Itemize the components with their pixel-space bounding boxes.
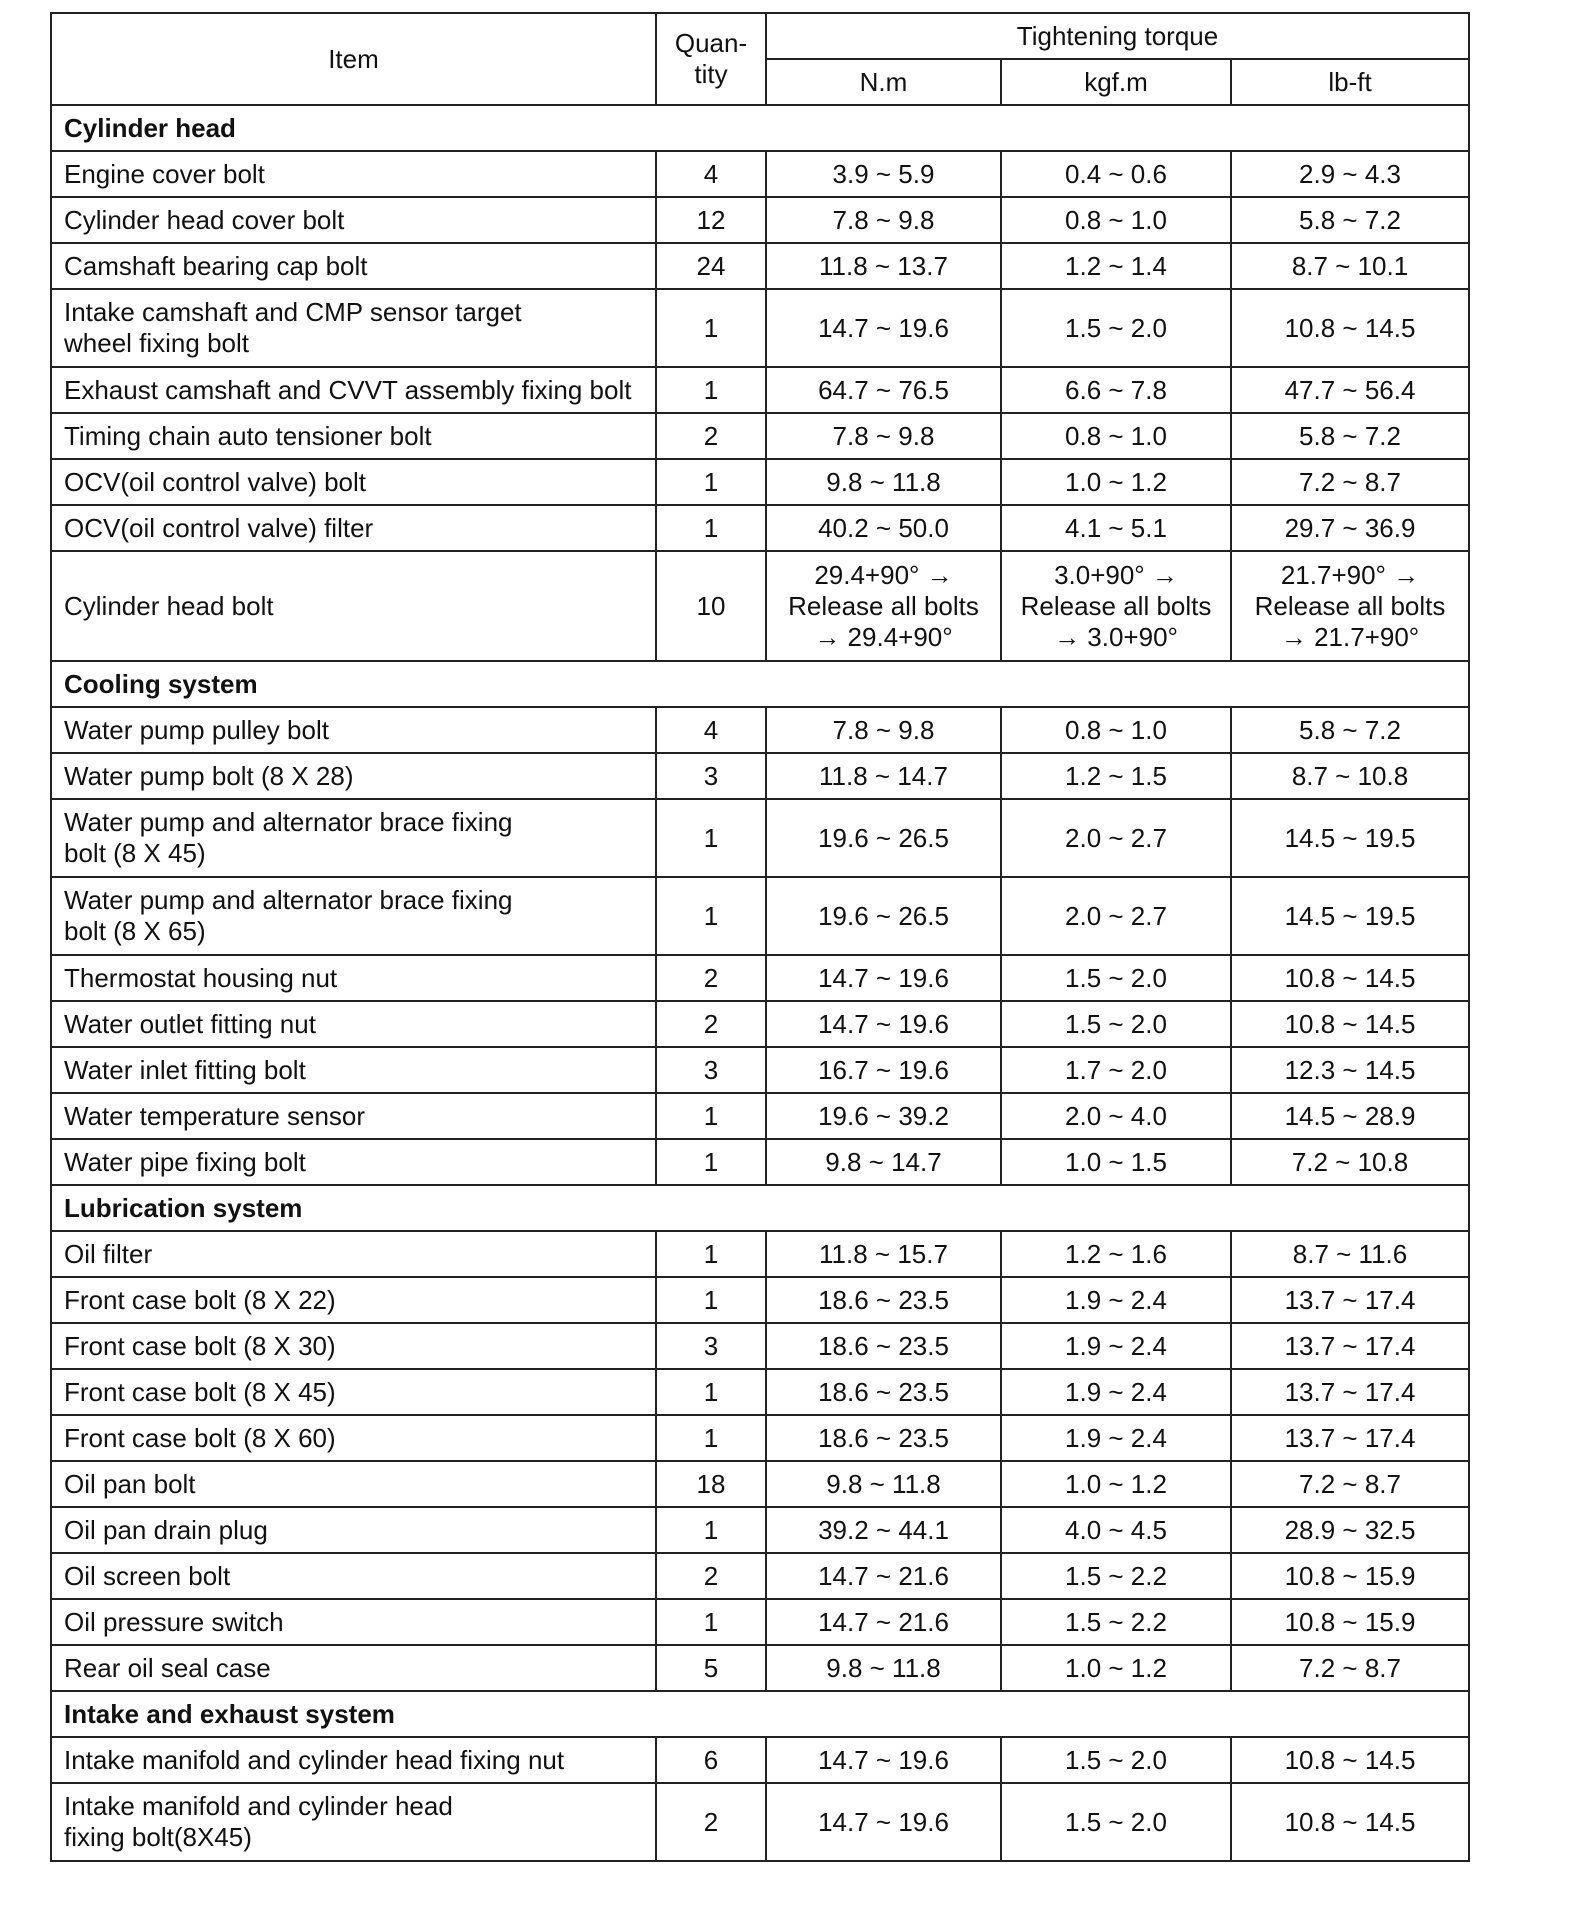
torque-spec-table bbox=[50, 12, 1470, 1862]
torque-kgfm-cell: 0.8 ~ 1.0 bbox=[1001, 197, 1231, 243]
table-row bbox=[51, 1645, 1469, 1691]
torque-lbft-cell: 5.8 ~ 7.2 bbox=[1231, 413, 1469, 459]
item-cell: Oil pan drain plug bbox=[51, 1507, 656, 1553]
torque-kgfm-cell-line: 3.0+90° → bbox=[1054, 559, 1178, 590]
quantity-cell: 2 bbox=[656, 413, 766, 459]
item-cell: Intake manifold and cylinder head fixing nut bbox=[51, 1737, 656, 1783]
section-header-row bbox=[51, 1691, 1469, 1737]
torque-kgfm-cell: 0.4 ~ 0.6 bbox=[1001, 151, 1231, 197]
quantity-cell: 1 bbox=[656, 799, 766, 877]
torque-lbft-cell-line: 21.7+90° → bbox=[1280, 559, 1420, 590]
torque-lbft-cell: 10.8 ~ 14.5 bbox=[1231, 955, 1469, 1001]
table-row bbox=[51, 243, 1469, 289]
torque-lbft-cell-line: → 21.7+90° bbox=[1280, 621, 1420, 652]
table-row bbox=[51, 459, 1469, 505]
table-row bbox=[51, 1737, 1469, 1783]
torque-lbft-cell: 7.2 ~ 10.8 bbox=[1231, 1139, 1469, 1185]
item-cell: Front case bolt (8 X 45) bbox=[51, 1369, 656, 1415]
torque-kgfm-cell: 1.0 ~ 1.5 bbox=[1001, 1139, 1231, 1185]
torque-kgfm-cell: 1.9 ~ 2.4 bbox=[1001, 1369, 1231, 1415]
tightening-torque-header: Tightening torque bbox=[766, 13, 1469, 59]
torque-lbft-cell: 8.7 ~ 10.8 bbox=[1231, 753, 1469, 799]
table-row bbox=[51, 1507, 1469, 1553]
quantity-cell: 1 bbox=[656, 1507, 766, 1553]
table-row bbox=[51, 367, 1469, 413]
torque-nm-cell: 40.2 ~ 50.0 bbox=[766, 505, 1001, 551]
torque-lbft-cell: 29.7 ~ 36.9 bbox=[1231, 505, 1469, 551]
torque-lbft-cell: 12.3 ~ 14.5 bbox=[1231, 1047, 1469, 1093]
table-row bbox=[51, 1323, 1469, 1369]
torque-kgfm-cell: 2.0 ~ 2.7 bbox=[1001, 799, 1231, 877]
item-cell bbox=[51, 289, 656, 367]
torque-nm-cell: 14.7 ~ 19.6 bbox=[766, 1783, 1001, 1861]
item-cell: OCV(oil control valve) filter bbox=[51, 505, 656, 551]
torque-nm-cell: 9.8 ~ 11.8 bbox=[766, 1645, 1001, 1691]
torque-kgfm-cell: 2.0 ~ 4.0 bbox=[1001, 1093, 1231, 1139]
quantity-cell: 5 bbox=[656, 1645, 766, 1691]
item-text-line: Water pump and alternator brace fixing bbox=[64, 885, 513, 915]
torque-lbft-cell: 28.9 ~ 32.5 bbox=[1231, 1507, 1469, 1553]
torque-nm-cell: 9.8 ~ 14.7 bbox=[766, 1139, 1001, 1185]
table-row bbox=[51, 1461, 1469, 1507]
torque-lbft-cell: 8.7 ~ 10.1 bbox=[1231, 243, 1469, 289]
item-cell: Cylinder head bolt bbox=[51, 551, 656, 661]
torque-nm-cell: 9.8 ~ 11.8 bbox=[766, 1461, 1001, 1507]
table-row bbox=[51, 1553, 1469, 1599]
item-cell: Oil filter bbox=[51, 1231, 656, 1277]
torque-lbft-cell: 5.8 ~ 7.2 bbox=[1231, 707, 1469, 753]
torque-lbft-cell: 14.5 ~ 19.5 bbox=[1231, 877, 1469, 955]
torque-kgfm-cell-line: Release all bolts bbox=[1020, 590, 1212, 621]
unit-header-lbft: lb-ft bbox=[1231, 59, 1469, 105]
quantity-cell: 4 bbox=[656, 151, 766, 197]
quantity-cell: 1 bbox=[656, 367, 766, 413]
table-row bbox=[51, 151, 1469, 197]
torque-lbft-cell: 10.8 ~ 14.5 bbox=[1231, 1001, 1469, 1047]
item-cell: Water temperature sensor bbox=[51, 1093, 656, 1139]
torque-lbft-cell: 10.8 ~ 14.5 bbox=[1231, 1783, 1469, 1861]
torque-lbft-cell: 7.2 ~ 8.7 bbox=[1231, 1461, 1469, 1507]
table-row bbox=[51, 1415, 1469, 1461]
table-header bbox=[51, 13, 1469, 105]
torque-kgfm-cell: 1.9 ~ 2.4 bbox=[1001, 1415, 1231, 1461]
table-row bbox=[51, 1139, 1469, 1185]
torque-kgfm-cell: 1.5 ~ 2.2 bbox=[1001, 1599, 1231, 1645]
torque-kgfm-cell: 4.1 ~ 5.1 bbox=[1001, 505, 1231, 551]
table-row bbox=[51, 1047, 1469, 1093]
quantity-cell: 1 bbox=[656, 1369, 766, 1415]
torque-kgfm-cell: 1.7 ~ 2.0 bbox=[1001, 1047, 1231, 1093]
quantity-cell: 1 bbox=[656, 877, 766, 955]
torque-nm-cell: 9.8 ~ 11.8 bbox=[766, 459, 1001, 505]
item-cell: Water pipe fixing bolt bbox=[51, 1139, 656, 1185]
item-text-line: Water pump and alternator brace fixing bbox=[64, 807, 513, 837]
item-text-line: Intake manifold and cylinder head bbox=[64, 1791, 453, 1821]
torque-kgfm-cell: 6.6 ~ 7.8 bbox=[1001, 367, 1231, 413]
item-text-line: wheel fixing bolt bbox=[64, 328, 249, 358]
section-title: Lubrication system bbox=[51, 1185, 1469, 1231]
table-row bbox=[51, 1093, 1469, 1139]
item-cell: Camshaft bearing cap bolt bbox=[51, 243, 656, 289]
item-cell: Oil pressure switch bbox=[51, 1599, 656, 1645]
item-cell: Front case bolt (8 X 60) bbox=[51, 1415, 656, 1461]
torque-kgfm-cell: 1.2 ~ 1.4 bbox=[1001, 243, 1231, 289]
quantity-cell: 3 bbox=[656, 1047, 766, 1093]
torque-lbft-cell: 10.8 ~ 15.9 bbox=[1231, 1553, 1469, 1599]
torque-lbft-cell: 13.7 ~ 17.4 bbox=[1231, 1277, 1469, 1323]
quantity-cell: 1 bbox=[656, 289, 766, 367]
torque-kgfm-cell: 1.5 ~ 2.2 bbox=[1001, 1553, 1231, 1599]
quantity-cell: 3 bbox=[656, 1323, 766, 1369]
torque-kgfm-cell: 1.9 ~ 2.4 bbox=[1001, 1277, 1231, 1323]
item-cell bbox=[51, 877, 656, 955]
table-row bbox=[51, 877, 1469, 955]
torque-kgfm-cell: 1.5 ~ 2.0 bbox=[1001, 955, 1231, 1001]
torque-nm-cell: 3.9 ~ 5.9 bbox=[766, 151, 1001, 197]
torque-kgfm-cell: 1.0 ~ 1.2 bbox=[1001, 459, 1231, 505]
quantity-cell: 2 bbox=[656, 955, 766, 1001]
torque-nm-cell: 7.8 ~ 9.8 bbox=[766, 707, 1001, 753]
torque-lbft-cell bbox=[1231, 551, 1469, 661]
torque-kgfm-cell: 1.2 ~ 1.6 bbox=[1001, 1231, 1231, 1277]
table-row bbox=[51, 1369, 1469, 1415]
item-cell: Front case bolt (8 X 22) bbox=[51, 1277, 656, 1323]
quantity-column-header bbox=[656, 13, 766, 105]
item-cell: Exhaust camshaft and CVVT assembly fixing bolt bbox=[51, 367, 656, 413]
section-header-row bbox=[51, 105, 1469, 151]
torque-nm-cell: 11.8 ~ 14.7 bbox=[766, 753, 1001, 799]
quantity-cell: 18 bbox=[656, 1461, 766, 1507]
torque-nm-cell: 18.6 ~ 23.5 bbox=[766, 1323, 1001, 1369]
item-column-header: Item bbox=[51, 13, 656, 105]
table-row bbox=[51, 955, 1469, 1001]
torque-kgfm-cell-line: → 3.0+90° bbox=[1054, 621, 1178, 652]
torque-nm-cell: 14.7 ~ 19.6 bbox=[766, 1001, 1001, 1047]
torque-lbft-cell: 10.8 ~ 14.5 bbox=[1231, 289, 1469, 367]
item-cell: Cylinder head cover bolt bbox=[51, 197, 656, 243]
item-text-line: fixing bolt(8X45) bbox=[64, 1822, 252, 1852]
torque-kgfm-cell bbox=[1001, 551, 1231, 661]
torque-nm-cell bbox=[766, 551, 1001, 661]
torque-nm-cell: 19.6 ~ 26.5 bbox=[766, 877, 1001, 955]
item-cell bbox=[51, 1783, 656, 1861]
quantity-cell: 1 bbox=[656, 1415, 766, 1461]
section-header-row bbox=[51, 1185, 1469, 1231]
quantity-cell: 1 bbox=[656, 1231, 766, 1277]
torque-kgfm-cell: 2.0 ~ 2.7 bbox=[1001, 877, 1231, 955]
unit-header-nm: N.m bbox=[766, 59, 1001, 105]
torque-kgfm-cell: 0.8 ~ 1.0 bbox=[1001, 413, 1231, 459]
torque-nm-cell: 19.6 ~ 26.5 bbox=[766, 799, 1001, 877]
table-row bbox=[51, 289, 1469, 367]
table-row bbox=[51, 1783, 1469, 1861]
section-title: Intake and exhaust system bbox=[51, 1691, 1469, 1737]
table-row bbox=[51, 707, 1469, 753]
torque-lbft-cell: 2.9 ~ 4.3 bbox=[1231, 151, 1469, 197]
table-row bbox=[51, 753, 1469, 799]
torque-nm-cell: 19.6 ~ 39.2 bbox=[766, 1093, 1001, 1139]
torque-lbft-cell: 47.7 ~ 56.4 bbox=[1231, 367, 1469, 413]
torque-nm-cell: 14.7 ~ 19.6 bbox=[766, 1737, 1001, 1783]
torque-nm-cell: 18.6 ~ 23.5 bbox=[766, 1369, 1001, 1415]
torque-lbft-cell: 7.2 ~ 8.7 bbox=[1231, 1645, 1469, 1691]
torque-lbft-cell: 13.7 ~ 17.4 bbox=[1231, 1323, 1469, 1369]
item-cell: Front case bolt (8 X 30) bbox=[51, 1323, 656, 1369]
item-cell: OCV(oil control valve) bolt bbox=[51, 459, 656, 505]
quantity-cell: 2 bbox=[656, 1001, 766, 1047]
torque-nm-cell: 7.8 ~ 9.8 bbox=[766, 413, 1001, 459]
torque-kgfm-cell: 0.8 ~ 1.0 bbox=[1001, 707, 1231, 753]
quantity-cell: 1 bbox=[656, 1277, 766, 1323]
table-row bbox=[51, 1231, 1469, 1277]
torque-lbft-cell: 13.7 ~ 17.4 bbox=[1231, 1369, 1469, 1415]
quantity-cell: 2 bbox=[656, 1783, 766, 1861]
item-cell: Water pump bolt (8 X 28) bbox=[51, 753, 656, 799]
torque-nm-cell: 64.7 ~ 76.5 bbox=[766, 367, 1001, 413]
torque-nm-cell: 11.8 ~ 15.7 bbox=[766, 1231, 1001, 1277]
torque-kgfm-cell: 1.5 ~ 2.0 bbox=[1001, 289, 1231, 367]
torque-nm-cell: 14.7 ~ 21.6 bbox=[766, 1599, 1001, 1645]
quantity-cell: 12 bbox=[656, 197, 766, 243]
item-text-line: bolt (8 X 65) bbox=[64, 916, 206, 946]
table-row bbox=[51, 1599, 1469, 1645]
quantity-cell: 1 bbox=[656, 1599, 766, 1645]
torque-lbft-cell: 13.7 ~ 17.4 bbox=[1231, 1415, 1469, 1461]
item-cell: Thermostat housing nut bbox=[51, 955, 656, 1001]
table-row bbox=[51, 551, 1469, 661]
torque-lbft-cell-line: Release all bolts bbox=[1254, 590, 1446, 621]
torque-lbft-cell: 5.8 ~ 7.2 bbox=[1231, 197, 1469, 243]
item-cell: Oil pan bolt bbox=[51, 1461, 656, 1507]
torque-kgfm-cell: 1.0 ~ 1.2 bbox=[1001, 1645, 1231, 1691]
quantity-cell: 10 bbox=[656, 551, 766, 661]
table-row bbox=[51, 1277, 1469, 1323]
item-text-line: bolt (8 X 45) bbox=[64, 838, 206, 868]
torque-nm-cell: 18.6 ~ 23.5 bbox=[766, 1415, 1001, 1461]
quantity-cell: 3 bbox=[656, 753, 766, 799]
torque-kgfm-cell: 1.5 ~ 2.0 bbox=[1001, 1001, 1231, 1047]
quantity-cell: 1 bbox=[656, 505, 766, 551]
unit-header-kgfm: kgf.m bbox=[1001, 59, 1231, 105]
torque-nm-cell: 14.7 ~ 21.6 bbox=[766, 1553, 1001, 1599]
torque-kgfm-cell: 1.5 ~ 2.0 bbox=[1001, 1737, 1231, 1783]
torque-nm-cell: 11.8 ~ 13.7 bbox=[766, 243, 1001, 289]
torque-nm-cell: 14.7 ~ 19.6 bbox=[766, 289, 1001, 367]
torque-kgfm-cell: 4.0 ~ 4.5 bbox=[1001, 1507, 1231, 1553]
torque-lbft-cell: 8.7 ~ 11.6 bbox=[1231, 1231, 1469, 1277]
table-body bbox=[51, 105, 1469, 1861]
torque-nm-cell-line: → 29.4+90° bbox=[814, 621, 953, 652]
torque-kgfm-cell: 1.2 ~ 1.5 bbox=[1001, 753, 1231, 799]
table-row bbox=[51, 505, 1469, 551]
item-cell: Water pump pulley bolt bbox=[51, 707, 656, 753]
item-cell: Water inlet fitting bolt bbox=[51, 1047, 656, 1093]
quantity-cell: 6 bbox=[656, 1737, 766, 1783]
torque-lbft-cell: 14.5 ~ 28.9 bbox=[1231, 1093, 1469, 1139]
table-row bbox=[51, 799, 1469, 877]
quantity-header-line-2: tity bbox=[694, 59, 728, 89]
quantity-cell: 24 bbox=[656, 243, 766, 289]
item-cell: Engine cover bolt bbox=[51, 151, 656, 197]
torque-kgfm-cell: 1.9 ~ 2.4 bbox=[1001, 1323, 1231, 1369]
header-row-top bbox=[51, 13, 1469, 59]
quantity-cell: 1 bbox=[656, 1139, 766, 1185]
table-row bbox=[51, 413, 1469, 459]
item-text-line: Intake camshaft and CMP sensor target bbox=[64, 297, 522, 327]
quantity-header-line-1: Quan- bbox=[674, 28, 748, 58]
torque-kgfm-cell: 1.0 ~ 1.2 bbox=[1001, 1461, 1231, 1507]
torque-lbft-cell: 7.2 ~ 8.7 bbox=[1231, 459, 1469, 505]
torque-lbft-cell: 10.8 ~ 14.5 bbox=[1231, 1737, 1469, 1783]
item-cell: Oil screen bolt bbox=[51, 1553, 656, 1599]
torque-nm-cell: 7.8 ~ 9.8 bbox=[766, 197, 1001, 243]
torque-nm-cell: 14.7 ~ 19.6 bbox=[766, 955, 1001, 1001]
section-header-row bbox=[51, 661, 1469, 707]
quantity-cell: 1 bbox=[656, 459, 766, 505]
quantity-cell: 1 bbox=[656, 1093, 766, 1139]
section-title: Cooling system bbox=[51, 661, 1469, 707]
torque-nm-cell: 18.6 ~ 23.5 bbox=[766, 1277, 1001, 1323]
table-row bbox=[51, 197, 1469, 243]
item-cell: Water outlet fitting nut bbox=[51, 1001, 656, 1047]
torque-kgfm-cell: 1.5 ~ 2.0 bbox=[1001, 1783, 1231, 1861]
torque-lbft-cell: 10.8 ~ 15.9 bbox=[1231, 1599, 1469, 1645]
item-cell: Rear oil seal case bbox=[51, 1645, 656, 1691]
section-title: Cylinder head bbox=[51, 105, 1469, 151]
item-cell bbox=[51, 799, 656, 877]
torque-nm-cell-line: Release all bolts bbox=[788, 590, 979, 621]
torque-nm-cell: 16.7 ~ 19.6 bbox=[766, 1047, 1001, 1093]
quantity-cell: 2 bbox=[656, 1553, 766, 1599]
quantity-cell: 4 bbox=[656, 707, 766, 753]
table-row bbox=[51, 1001, 1469, 1047]
torque-lbft-cell: 14.5 ~ 19.5 bbox=[1231, 799, 1469, 877]
torque-nm-cell-line: 29.4+90° → bbox=[814, 559, 953, 590]
torque-nm-cell: 39.2 ~ 44.1 bbox=[766, 1507, 1001, 1553]
item-cell: Timing chain auto tensioner bolt bbox=[51, 413, 656, 459]
